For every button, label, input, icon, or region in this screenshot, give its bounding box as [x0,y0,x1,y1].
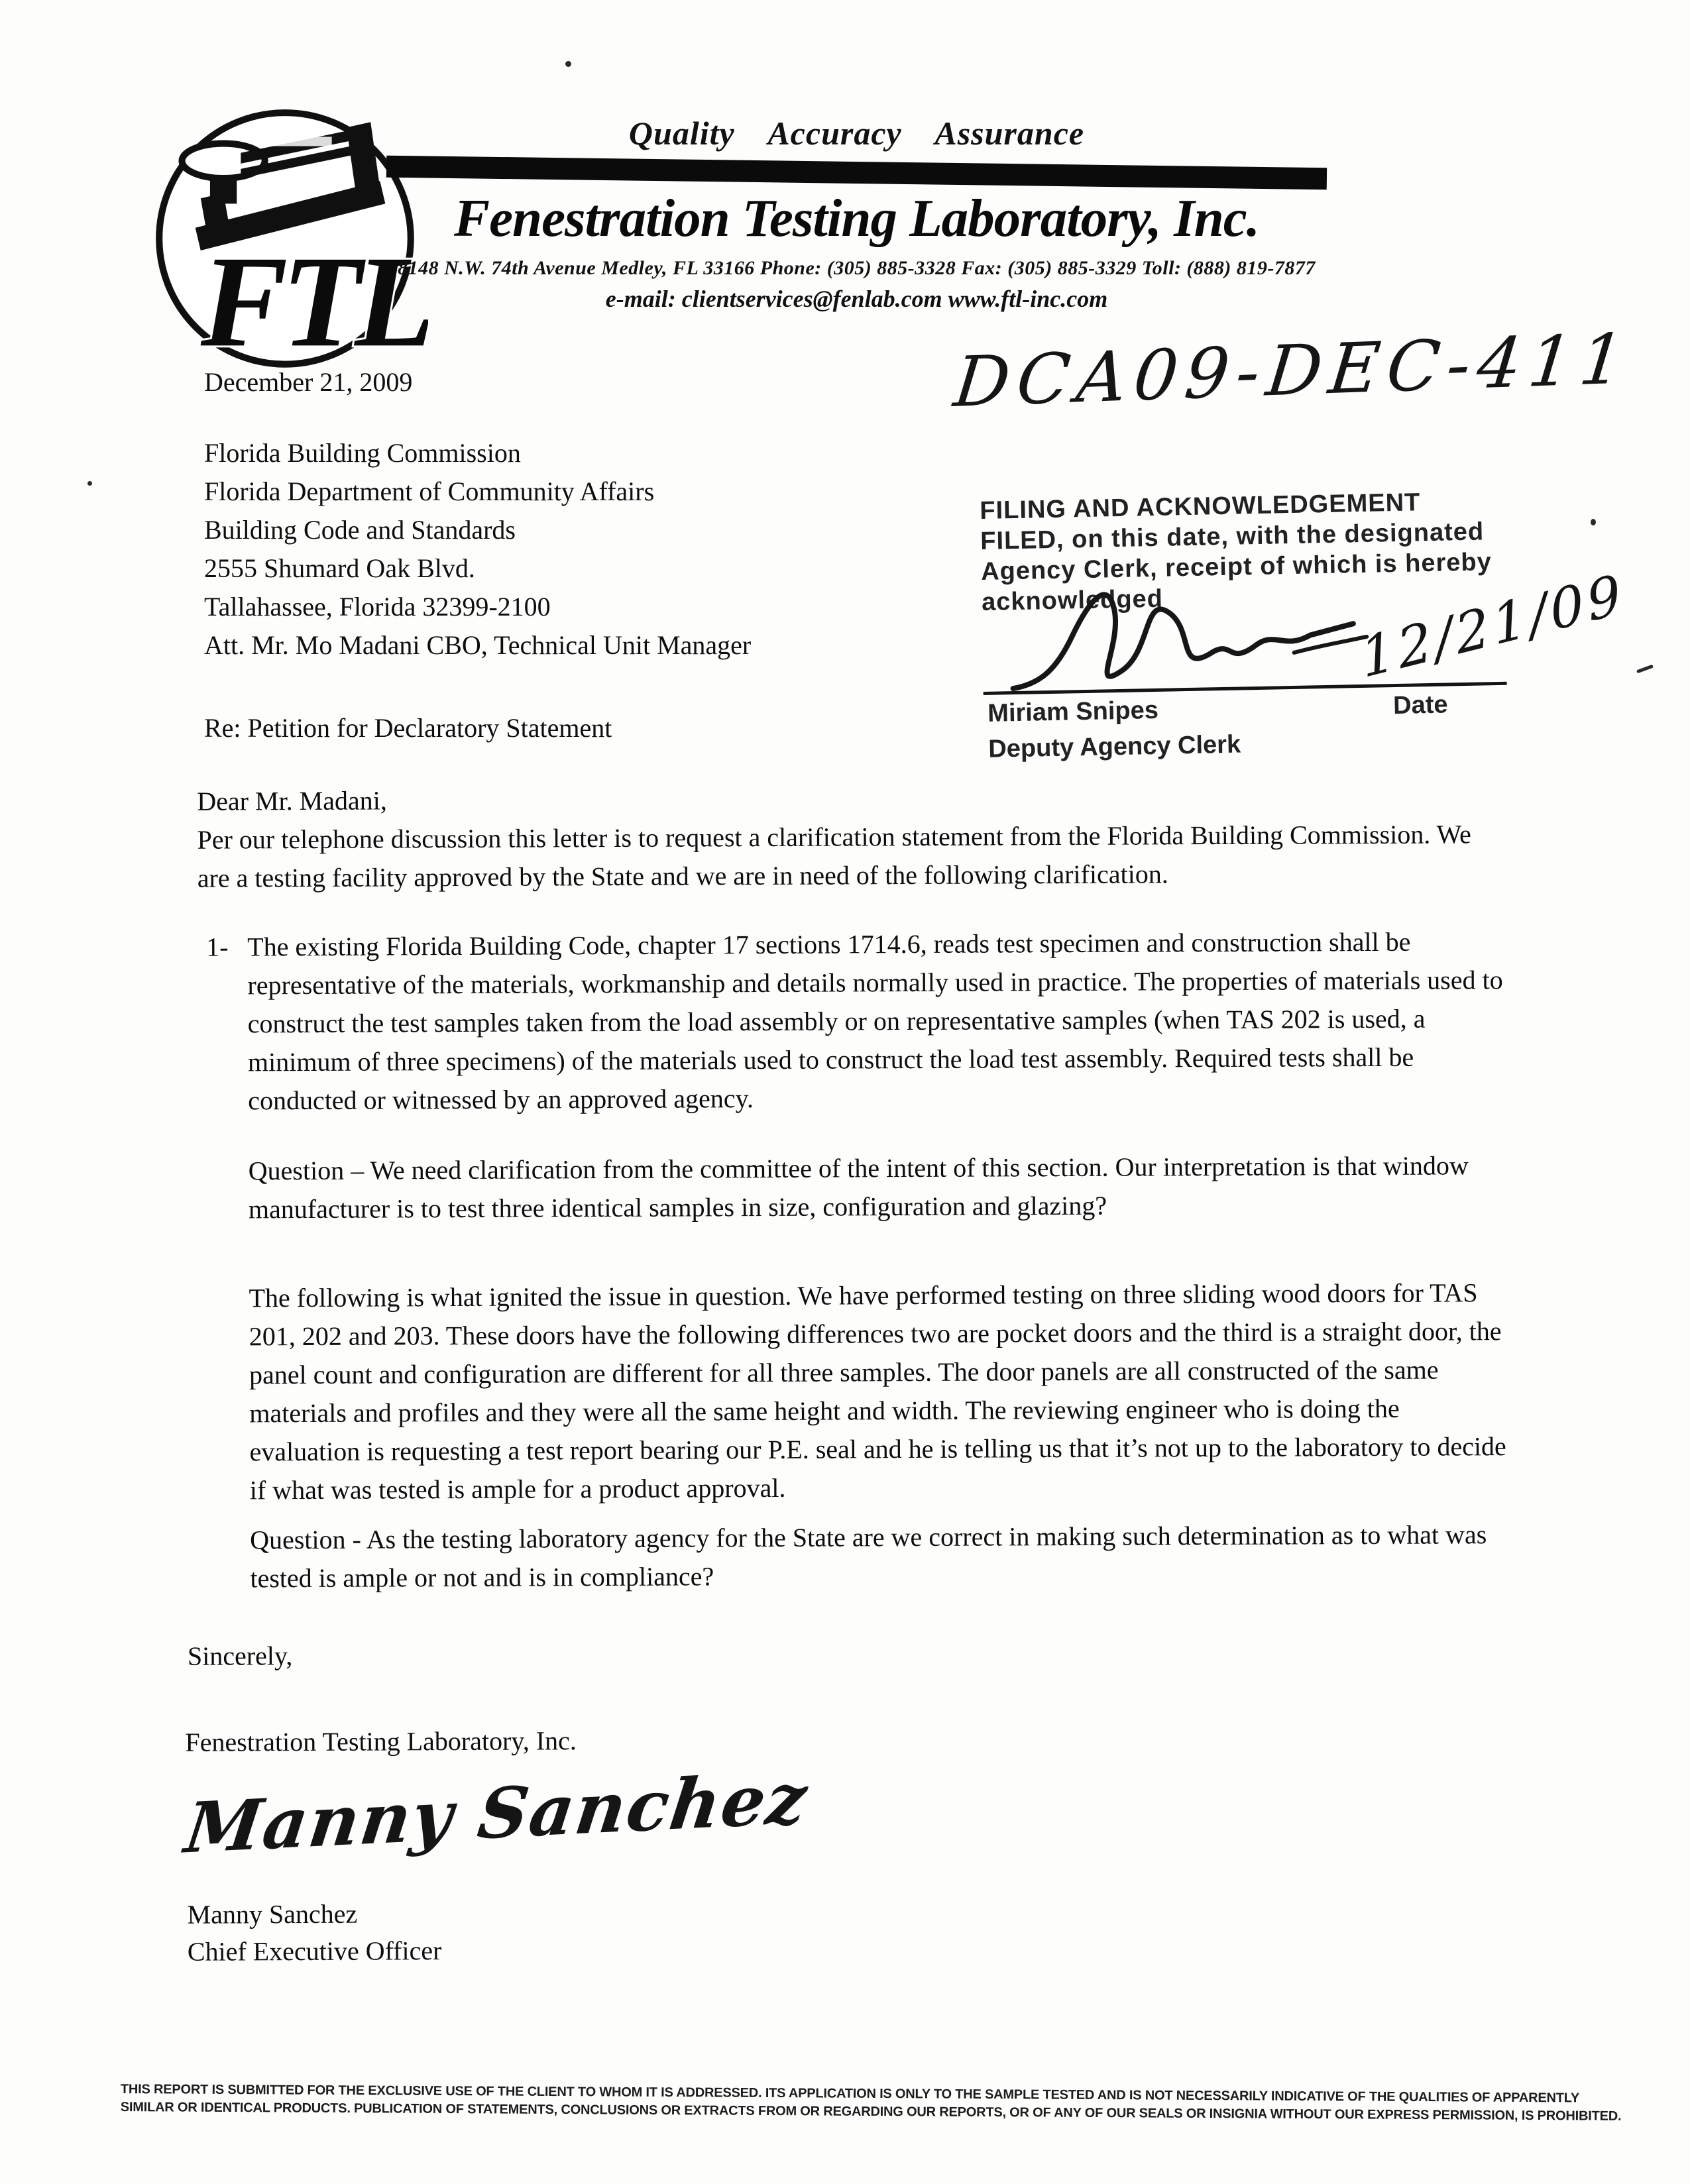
intro-paragraph: Per our telephone discussion this letter is to request a clarification statement from the Florida Building Commission. We are a testing facility approved by the State and we are in need of the following clarification. [197,819,1471,893]
recipient-line: Att. Mr. Mo Madani CBO, Technical Unit Manager [204,630,752,660]
date-label: Date [1392,690,1448,720]
tagline: Quality Accuracy Assurance [628,115,1085,152]
scan-speck [1591,519,1596,525]
salutation: Dear Mr. Madani, [197,785,387,816]
clerk-title: Deputy Agency Clerk [987,730,1241,763]
clerk-name: Miriam Snipes [987,696,1159,728]
recipient-line: Tallahassee, Florida 32399-2100 [204,592,551,622]
recipient-line: Florida Building Commission [204,438,521,468]
scan-speck [565,61,571,67]
item-text: The existing Florida Building Code, chapter 17 sections 1714.6, reads test specimen and construction shall be representative of the materials, workmanship and details normally used in practice. The properties of materials used to construct the test samples taken from the load assembly or on representative samples (when TAS 202 is used, a minimum of three specimens) of the materials used to construct the load test assembly. Required tests shall be conducted or witnessed by an approved agency. [247,926,1503,1116]
handwritten-filed-date: 12/21/09 [1357,562,1628,691]
stamp-line: Agency Clerk, receipt of which is hereby [980,548,1493,586]
scan-speck [1636,665,1654,674]
signer-title: Chief Executive Officer [187,1936,442,1967]
recipient-address [204,434,751,665]
company-name: Fenestration Testing Laboratory, Inc. [454,188,1259,248]
footer-line: THIS REPORT IS SUBMITTED FOR THE EXCLUSIVE USE OF THE CLIENT TO WHOM IT IS ADDRESSED. ITS APPLICATION IS ONLY TO THE SAMPLE TESTED AND IS NOT NECESSARILY INDICATIVE OF THE QUALITIES OF APPARENTLY [120,2082,1580,2106]
scan-speck [87,481,92,486]
stamp-line: acknowledged [981,584,1164,616]
logo-monogram: FTL [200,229,428,374]
signer-name: Manny Sanchez [187,1898,358,1930]
recipient-line: Building Code and Standards [204,515,516,545]
body-paragraph-2: The following is what ignited the issue in question. We have performed testing on three sliding wood doors for TAS 201, 202 and 203. These doors have the following differences two are pocket doors and the third is a straight door, the panel count and configuration are different for all three samples. The door panels are all constructed of the same materials and profiles and they were all the same height and width. The reviewing engineer who is doing the evaluation is requesting a test report bearing our P.E. seal and he is telling us that it’s not up to the laboratory to decide if what was tested is ample for a product approval. [249,1278,1506,1505]
subject-line: Re: Petition for Declaratory Statement [204,713,612,743]
footer-line: SIMILAR OR IDENTICAL PRODUCTS. PUBLICATION OF STATEMENTS, CONCLUSIONS OR EXTRACTS FROM OR REGARDING OUR REPORTS, OR OF ANY OF OUR SEALS OR INSIGNIA WITHOUT OUR EXPRESS PERMISSION, IS PROHIBITED. [120,2099,1622,2124]
handwritten-case-number: DCA09-DEC-411 [950,317,1636,423]
footer-disclaimer [120,2081,1622,2125]
recipient-line: 2555 Shumard Oak Blvd. [204,553,475,583]
closing-company-line: Fenestration Testing Laboratory, Inc. [185,1725,577,1757]
stamp-line: FILED, on this date, with the designated [980,518,1485,555]
item-number: 1- [206,932,229,962]
closing: Sincerely, [187,1641,293,1671]
letterhead-email: e-mail: clientservices@fenlab.com www.ftl-inc.com [605,286,1108,312]
letterhead-text [381,114,1332,313]
header-rule [386,156,1327,190]
question-paragraph-1: Question – We need clarification from the committee of the intent of this section. Our interpretation is that window manufacturer is to test three identical samples in size, configuration and glazing? [248,1150,1469,1225]
stamp-line: FILING AND ACKNOWLEDGEMENT [980,488,1421,525]
recipient-line: Florida Department of Community Affairs [204,476,655,506]
letterhead-address: 8148 N.W. 74th Avenue Medley, FL 33166 Phone: (305) 885-3328 Fax: (305) 885-3329 Toll: (888) 819-7877 [398,257,1316,279]
letter-date: December 21, 2009 [204,367,413,397]
numbered-item [206,922,1516,1120]
signature-script: Manny Sanchez [180,1757,813,1869]
question-paragraph-2: Question - As the testing laboratory agency for the State are we correct in making such determination as to what was tested is ample or not and is in compliance? [250,1519,1487,1594]
